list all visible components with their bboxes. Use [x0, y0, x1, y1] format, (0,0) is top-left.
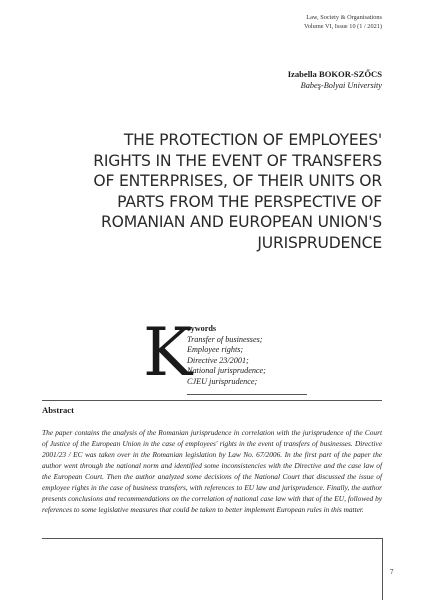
keyword-item: Directive 23/2001; — [187, 355, 249, 365]
title-line: RIGHTS IN THE EVENT OF TRANSFERS — [93, 151, 382, 170]
keywords-block — [143, 314, 343, 398]
author-block — [288, 69, 382, 91]
abstract-top-divider — [42, 400, 382, 401]
keywords-divider — [187, 394, 307, 395]
keyword-item: Employee rights; — [187, 345, 244, 355]
title-line: ROMANIAN AND EUROPEAN UNION'S — [100, 213, 382, 232]
journal-name: Law, Society & Organisations — [306, 14, 382, 21]
journal-header — [304, 14, 382, 31]
title-line: THE PROTECTION OF EMPLOYEES' — [123, 131, 382, 149]
title-line: JURISPRUDENCE — [257, 233, 382, 252]
abstract-bottom-divider — [42, 538, 382, 539]
keywords-list — [187, 335, 266, 387]
keyword-item: National jurisprudence; — [187, 366, 266, 376]
keywords-drop-letter: K — [143, 314, 193, 391]
author-affiliation: Babeş-Bolyai University — [300, 81, 382, 90]
abstract-heading: Abstract — [42, 405, 74, 415]
author-name: Izabella BOKOR-SZŐCS — [287, 69, 382, 79]
title-line: PARTS FROM THE PERSPECTIVE OF — [117, 192, 382, 211]
title-line: OF ENTERPRISES, OF THEIR UNITS OR — [93, 172, 382, 191]
keywords-heading: eywords — [187, 324, 217, 333]
keyword-item: CJEU jurisprudence; — [187, 376, 258, 386]
page-number: 7 — [390, 569, 394, 576]
journal-volume: Volume VI, Issue 10 (1 / 2021) — [304, 22, 382, 30]
keyword-item: Transfer of businesses; — [187, 335, 263, 344]
abstract-body: The paper contains the analysis of the Romanian jurisprudence in correlation with the jurisprudence of the Court of Justice of the European Union in the case of employees' rights in the event of transfers of businesses. Directive 2001/23 / EC was taken over in the Romanian legislation by Law No. 67/2006. In the first part of the paper the author went through the national norm and identified some inconsistencies with the Directive and the case law of the European Court. Then the author analyzed some decisions of the National Court that discussed the issue of employee rights in the case of business transfers, with references to EU law and jurisprudence. Finally, the author presents conclusions and recommendations on the correlation of national case law with that of the EU, followed by references to some legislative measures that could be taken to better implement European rules in this matter. — [42, 428, 382, 514]
paper-title — [32, 130, 382, 254]
page-number-divider — [382, 538, 383, 600]
